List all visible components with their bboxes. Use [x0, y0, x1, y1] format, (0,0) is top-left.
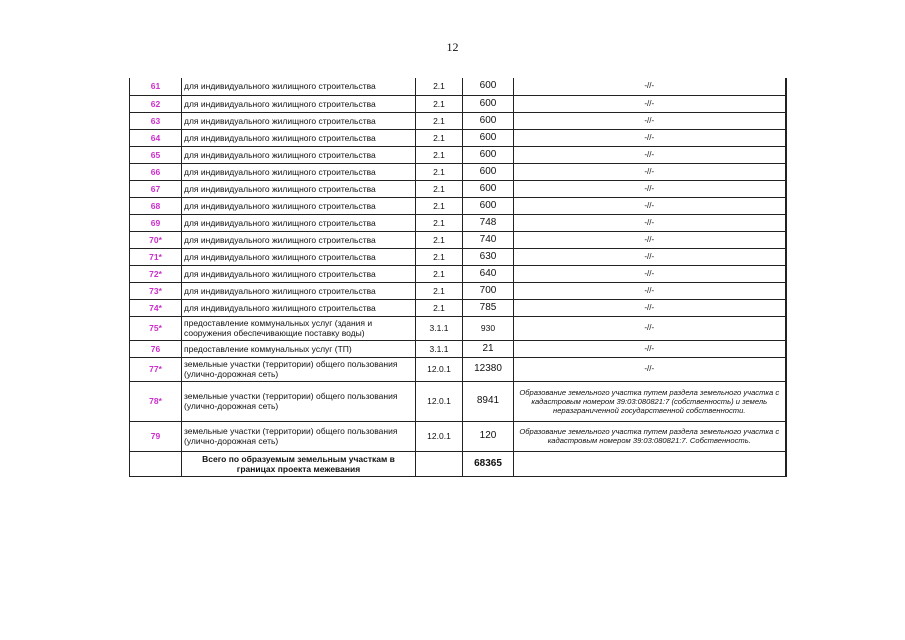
- plot-number: 68: [130, 197, 182, 214]
- plot-use: земельные участки (территории) общего пользования (улично-дорожная сеть): [182, 357, 416, 381]
- plot-area: 640: [463, 265, 514, 282]
- plot-area: 600: [463, 163, 514, 180]
- plot-number: 67: [130, 180, 182, 197]
- plot-use: для индивидуального жилищного строительства: [182, 78, 416, 95]
- table-row: [130, 282, 786, 299]
- plot-number: 75*: [130, 316, 182, 340]
- plot-number: 62: [130, 95, 182, 112]
- plot-note: -//-: [514, 265, 786, 282]
- use-code: 2.1: [416, 78, 463, 95]
- use-code: 2.1: [416, 129, 463, 146]
- table-row: [130, 112, 786, 129]
- plot-use: для индивидуального жилищного строительства: [182, 282, 416, 299]
- use-code: 12.0.1: [416, 357, 463, 381]
- use-code: 12.0.1: [416, 381, 463, 421]
- plot-area: 21: [463, 340, 514, 357]
- plot-use: предоставление коммунальных услуг (ТП): [182, 340, 416, 357]
- use-code: 2.1: [416, 146, 463, 163]
- use-code: 3.1.1: [416, 316, 463, 340]
- plot-area: 630: [463, 248, 514, 265]
- empty-cell: [130, 451, 182, 476]
- plot-note: -//-: [514, 248, 786, 265]
- use-code: 2.1: [416, 180, 463, 197]
- plot-number: 78*: [130, 381, 182, 421]
- plot-note: -//-: [514, 129, 786, 146]
- plot-note: -//-: [514, 357, 786, 381]
- plot-use: для индивидуального жилищного строительства: [182, 231, 416, 248]
- use-code: 2.1: [416, 299, 463, 316]
- plot-number: 69: [130, 214, 182, 231]
- plot-number: 63: [130, 112, 182, 129]
- table-row: [130, 248, 786, 265]
- total-row: [130, 451, 786, 476]
- page-number: 12: [446, 40, 459, 54]
- plot-note: -//-: [514, 78, 786, 95]
- plot-area: 600: [463, 112, 514, 129]
- plot-note: -//-: [514, 231, 786, 248]
- table-row: [130, 340, 786, 357]
- plot-area: 930: [463, 316, 514, 340]
- use-code: 2.1: [416, 197, 463, 214]
- use-code: 12.0.1: [416, 421, 463, 451]
- plot-use: для индивидуального жилищного строительства: [182, 95, 416, 112]
- plot-number: 64: [130, 129, 182, 146]
- table-row: [130, 231, 786, 248]
- use-code: 2.1: [416, 112, 463, 129]
- plot-area: 600: [463, 180, 514, 197]
- plot-number: 73*: [130, 282, 182, 299]
- plot-note: -//-: [514, 282, 786, 299]
- plot-area: 600: [463, 129, 514, 146]
- plot-use: для индивидуального жилищного строительства: [182, 197, 416, 214]
- table-row: [130, 180, 786, 197]
- plot-number: 66: [130, 163, 182, 180]
- table-row: [130, 78, 786, 95]
- plot-use: земельные участки (территории) общего пользования (улично-дорожная сеть): [182, 421, 416, 451]
- plot-note: -//-: [514, 340, 786, 357]
- plot-note: -//-: [514, 112, 786, 129]
- table-row: [130, 357, 786, 381]
- plot-use: для индивидуального жилищного строительства: [182, 112, 416, 129]
- plot-area: 600: [463, 95, 514, 112]
- plot-number: 74*: [130, 299, 182, 316]
- plot-area: 120: [463, 421, 514, 451]
- plot-note: -//-: [514, 163, 786, 180]
- use-code: 3.1.1: [416, 340, 463, 357]
- empty-cell: [514, 451, 786, 476]
- plot-use: для индивидуального жилищного строительства: [182, 299, 416, 316]
- plot-area: 700: [463, 282, 514, 299]
- plot-use: для индивидуального жилищного строительства: [182, 146, 416, 163]
- plot-note: Образование земельного участка путем раздела земельного участка с кадастровым номером 39:03:080821:7 (собственность) и земель неразграниченной государственной собственности.: [514, 381, 786, 421]
- total-label: Всего по образуемым земельным участкам в границах проекта межевания: [182, 451, 416, 476]
- plot-use: для индивидуального жилищного строительства: [182, 163, 416, 180]
- use-code: 2.1: [416, 231, 463, 248]
- plot-use: для индивидуального жилищного строительства: [182, 265, 416, 282]
- use-code: 2.1: [416, 282, 463, 299]
- use-code: 2.1: [416, 95, 463, 112]
- plot-note: -//-: [514, 214, 786, 231]
- plot-number: 61: [130, 78, 182, 95]
- use-code: 2.1: [416, 214, 463, 231]
- plot-area: 8941: [463, 381, 514, 421]
- table-row: [130, 197, 786, 214]
- table-row: [130, 129, 786, 146]
- use-code: 2.1: [416, 163, 463, 180]
- plot-note: -//-: [514, 316, 786, 340]
- empty-cell: [416, 451, 463, 476]
- table-row: [130, 421, 786, 451]
- table-row: [130, 381, 786, 421]
- plot-area: 600: [463, 146, 514, 163]
- plot-use: для индивидуального жилищного строительства: [182, 129, 416, 146]
- plot-note: -//-: [514, 95, 786, 112]
- plot-use: земельные участки (территории) общего пользования (улично-дорожная сеть): [182, 381, 416, 421]
- land-plots-table: [129, 78, 787, 477]
- plot-area: 600: [463, 78, 514, 95]
- use-code: 2.1: [416, 248, 463, 265]
- plot-use: для индивидуального жилищного строительства: [182, 180, 416, 197]
- use-code: 2.1: [416, 265, 463, 282]
- plot-number: 77*: [130, 357, 182, 381]
- plot-area: 785: [463, 299, 514, 316]
- table-row: [130, 163, 786, 180]
- plot-number: 72*: [130, 265, 182, 282]
- table-row: [130, 95, 786, 112]
- table-row: [130, 265, 786, 282]
- plot-number: 76: [130, 340, 182, 357]
- plot-use: предоставление коммунальных услуг (здания и сооружения обеспечивающие поставку воды): [182, 316, 416, 340]
- total-value: 68365: [463, 451, 514, 476]
- plot-number: 79: [130, 421, 182, 451]
- plot-number: 71*: [130, 248, 182, 265]
- plot-use: для индивидуального жилищного строительства: [182, 214, 416, 231]
- plot-use: для индивидуального жилищного строительства: [182, 248, 416, 265]
- table-row: [130, 299, 786, 316]
- plot-note: -//-: [514, 299, 786, 316]
- plot-note: -//-: [514, 197, 786, 214]
- plot-note: Образование земельного участка путем раздела земельного участка с кадастровым номером 39:03:080821:7. Собственность.: [514, 421, 786, 451]
- table-row: [130, 316, 786, 340]
- table-row: [130, 146, 786, 163]
- plot-note: -//-: [514, 146, 786, 163]
- plot-note: -//-: [514, 180, 786, 197]
- plot-area: 740: [463, 231, 514, 248]
- plot-area: 600: [463, 197, 514, 214]
- plot-number: 70*: [130, 231, 182, 248]
- plot-area: 12380: [463, 357, 514, 381]
- plot-number: 65: [130, 146, 182, 163]
- plot-area: 748: [463, 214, 514, 231]
- table-row: [130, 214, 786, 231]
